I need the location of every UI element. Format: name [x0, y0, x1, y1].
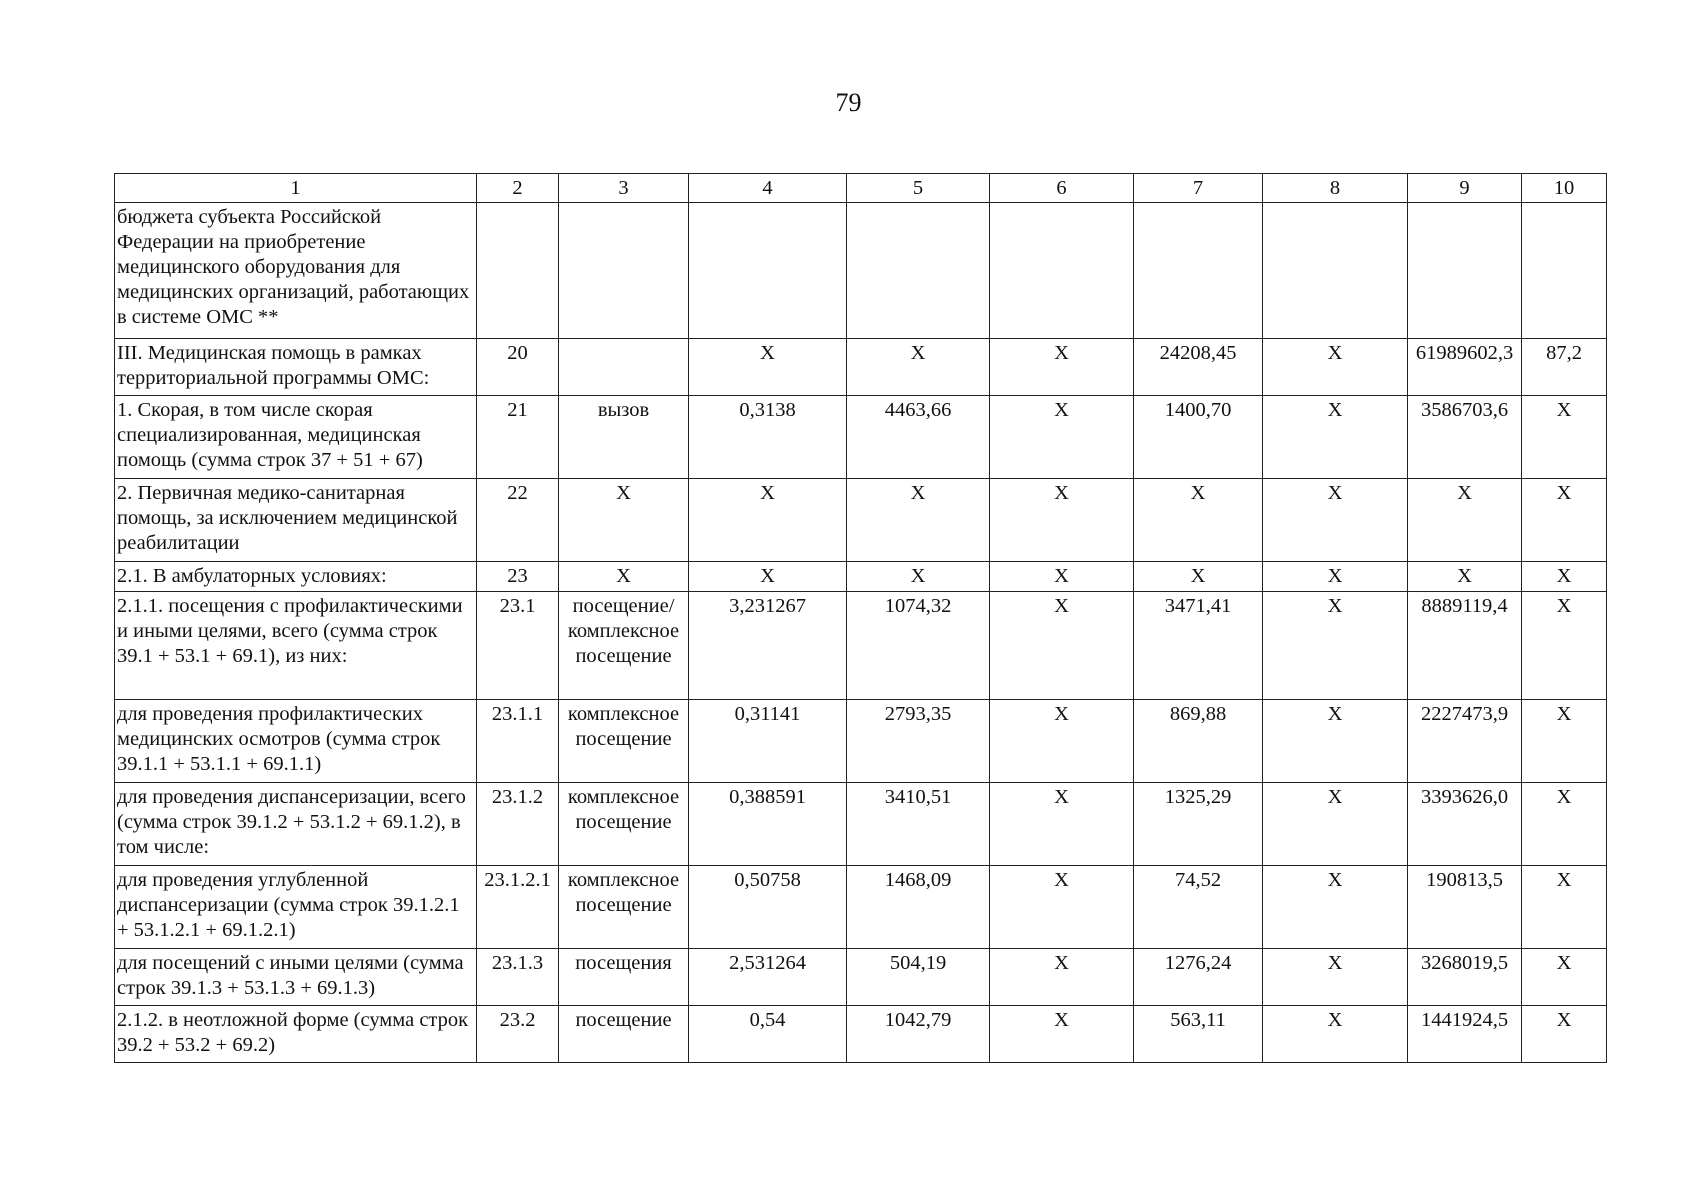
value-cell: X	[1522, 396, 1607, 479]
value-cell: X	[1522, 592, 1607, 700]
unit-cell: X	[559, 562, 689, 592]
value-cell: X	[990, 783, 1134, 866]
unit-cell: комплексное посещение	[559, 700, 689, 783]
unit-cell: посещение/ комплексное посещение	[559, 592, 689, 700]
value-cell: X	[1263, 1006, 1408, 1063]
value-cell: 0,50758	[689, 866, 847, 949]
column-header: 4	[689, 174, 847, 203]
unit-cell	[559, 339, 689, 396]
value-cell: X	[847, 479, 990, 562]
value-cell: X	[1263, 949, 1408, 1006]
column-header: 7	[1134, 174, 1263, 203]
value-cell: X	[689, 479, 847, 562]
value-cell: 2793,35	[847, 700, 990, 783]
column-header: 8	[1263, 174, 1408, 203]
row-number-cell: 21	[477, 396, 559, 479]
table-row	[115, 783, 1607, 866]
row-number-cell: 23.1.1	[477, 700, 559, 783]
value-cell: X	[1263, 479, 1408, 562]
value-cell: 2227473,9	[1408, 700, 1522, 783]
value-cell: X	[689, 562, 847, 592]
value-cell: X	[847, 339, 990, 396]
value-cell: X	[990, 1006, 1134, 1063]
value-cell: 3471,41	[1134, 592, 1263, 700]
value-cell: 1441924,5	[1408, 1006, 1522, 1063]
value-cell: 0,3138	[689, 396, 847, 479]
value-cell: 24208,45	[1134, 339, 1263, 396]
value-cell: X	[1408, 479, 1522, 562]
value-cell	[1134, 203, 1263, 339]
value-cell: X	[1263, 700, 1408, 783]
value-cell: 0,388591	[689, 783, 847, 866]
unit-cell: комплексное посещение	[559, 866, 689, 949]
value-cell: X	[990, 700, 1134, 783]
row-name-cell: 2. Первичная медико-санитарная помощь, за исключением медицинской реабилитации	[115, 479, 477, 562]
value-cell: X	[1263, 783, 1408, 866]
column-header: 2	[477, 174, 559, 203]
value-cell: X	[1522, 700, 1607, 783]
value-cell: 1042,79	[847, 1006, 990, 1063]
value-cell: X	[1263, 592, 1408, 700]
table-row	[115, 866, 1607, 949]
row-name-cell: для проведения профилактических медицинских осмотров (сумма строк 39.1.1 + 53.1.1 + 69.1.1)	[115, 700, 477, 783]
row-name-cell: 2.1.2. в неотложной форме (сумма строк 39.2 + 53.2 + 69.2)	[115, 1006, 477, 1063]
value-cell: X	[1134, 479, 1263, 562]
page-number: 79	[835, 88, 862, 117]
value-cell: 563,11	[1134, 1006, 1263, 1063]
column-header: 3	[559, 174, 689, 203]
value-cell: X	[1134, 562, 1263, 592]
table-row	[115, 562, 1607, 592]
column-header: 6	[990, 174, 1134, 203]
unit-cell: вызов	[559, 396, 689, 479]
value-cell: 3393626,0	[1408, 783, 1522, 866]
row-number-cell: 23.1	[477, 592, 559, 700]
row-name-cell: для посещений с иными целями (сумма строк 39.1.3 + 53.1.3 + 69.1.3)	[115, 949, 477, 1006]
value-cell: X	[1408, 562, 1522, 592]
value-cell: 8889119,4	[1408, 592, 1522, 700]
row-number-cell	[477, 203, 559, 339]
value-cell	[689, 203, 847, 339]
table-row	[115, 1006, 1607, 1063]
value-cell: X	[847, 562, 990, 592]
unit-cell: посещение	[559, 1006, 689, 1063]
row-number-cell: 23.1.2	[477, 783, 559, 866]
row-name-cell: бюджета субъекта Российской Федерации на приобретение медицинского оборудования для медицинских организаций, работающих в системе ОМС **	[115, 203, 477, 339]
row-name-cell: 1. Скорая, в том числе скорая специализированная, медицинская помощь (сумма строк 37 + 51 + 67)	[115, 396, 477, 479]
value-cell: X	[1263, 562, 1408, 592]
table-row	[115, 949, 1607, 1006]
value-cell	[1408, 203, 1522, 339]
value-cell: 74,52	[1134, 866, 1263, 949]
table-row	[115, 203, 1607, 339]
value-cell: 61989602,3	[1408, 339, 1522, 396]
value-cell: X	[990, 949, 1134, 1006]
value-cell: 3,231267	[689, 592, 847, 700]
unit-cell	[559, 203, 689, 339]
table-row	[115, 700, 1607, 783]
value-cell: 869,88	[1134, 700, 1263, 783]
value-cell: 1276,24	[1134, 949, 1263, 1006]
value-cell: X	[990, 562, 1134, 592]
value-cell: X	[1522, 866, 1607, 949]
row-name-cell: III. Медицинская помощь в рамках территориальной программы ОМС:	[115, 339, 477, 396]
value-cell	[1522, 203, 1607, 339]
value-cell: 0,54	[689, 1006, 847, 1063]
value-cell: 190813,5	[1408, 866, 1522, 949]
value-cell: 3586703,6	[1408, 396, 1522, 479]
value-cell: 3410,51	[847, 783, 990, 866]
value-cell	[847, 203, 990, 339]
value-cell: X	[1522, 1006, 1607, 1063]
value-cell: 87,2	[1522, 339, 1607, 396]
value-cell: X	[1263, 339, 1408, 396]
value-cell	[990, 203, 1134, 339]
row-number-cell: 23.1.3	[477, 949, 559, 1006]
value-cell: 4463,66	[847, 396, 990, 479]
column-header: 1	[115, 174, 477, 203]
row-name-cell: для проведения углубленной диспансеризации (сумма строк 39.1.2.1 + 53.1.2.1 + 69.1.2.1)	[115, 866, 477, 949]
value-cell: X	[1522, 949, 1607, 1006]
unit-cell: X	[559, 479, 689, 562]
column-header: 10	[1522, 174, 1607, 203]
value-cell: X	[990, 339, 1134, 396]
value-cell: X	[990, 396, 1134, 479]
row-number-cell: 20	[477, 339, 559, 396]
row-name-cell: 2.1. В амбулаторных условиях:	[115, 562, 477, 592]
value-cell: 0,31141	[689, 700, 847, 783]
column-number-row	[115, 174, 1607, 203]
data-table	[114, 173, 1607, 1063]
value-cell: X	[689, 339, 847, 396]
unit-cell: комплексное посещение	[559, 783, 689, 866]
value-cell: X	[1263, 396, 1408, 479]
table-row	[115, 396, 1607, 479]
value-cell: 1325,29	[1134, 783, 1263, 866]
value-cell: 2,531264	[689, 949, 847, 1006]
row-number-cell: 23.2	[477, 1006, 559, 1063]
value-cell: 3268019,5	[1408, 949, 1522, 1006]
column-header: 5	[847, 174, 990, 203]
value-cell: X	[990, 866, 1134, 949]
row-number-cell: 23	[477, 562, 559, 592]
table-row	[115, 592, 1607, 700]
value-cell: X	[1522, 783, 1607, 866]
value-cell: 1468,09	[847, 866, 990, 949]
table-row	[115, 339, 1607, 396]
value-cell: X	[1522, 479, 1607, 562]
unit-cell: посещения	[559, 949, 689, 1006]
value-cell: X	[990, 479, 1134, 562]
value-cell: 1074,32	[847, 592, 990, 700]
row-number-cell: 22	[477, 479, 559, 562]
value-cell: 1400,70	[1134, 396, 1263, 479]
column-header: 9	[1408, 174, 1522, 203]
table-row	[115, 479, 1607, 562]
value-cell: X	[990, 592, 1134, 700]
row-name-cell: 2.1.1. посещения с профилактическими и иными целями, всего (сумма строк 39.1 + 53.1 + 69.1), из них:	[115, 592, 477, 700]
row-name-cell: для проведения диспансеризации, всего (сумма строк 39.1.2 + 53.1.2 + 69.1.2), в том числе:	[115, 783, 477, 866]
value-cell: X	[1263, 866, 1408, 949]
value-cell: 504,19	[847, 949, 990, 1006]
value-cell: X	[1522, 562, 1607, 592]
row-number-cell: 23.1.2.1	[477, 866, 559, 949]
value-cell	[1263, 203, 1408, 339]
